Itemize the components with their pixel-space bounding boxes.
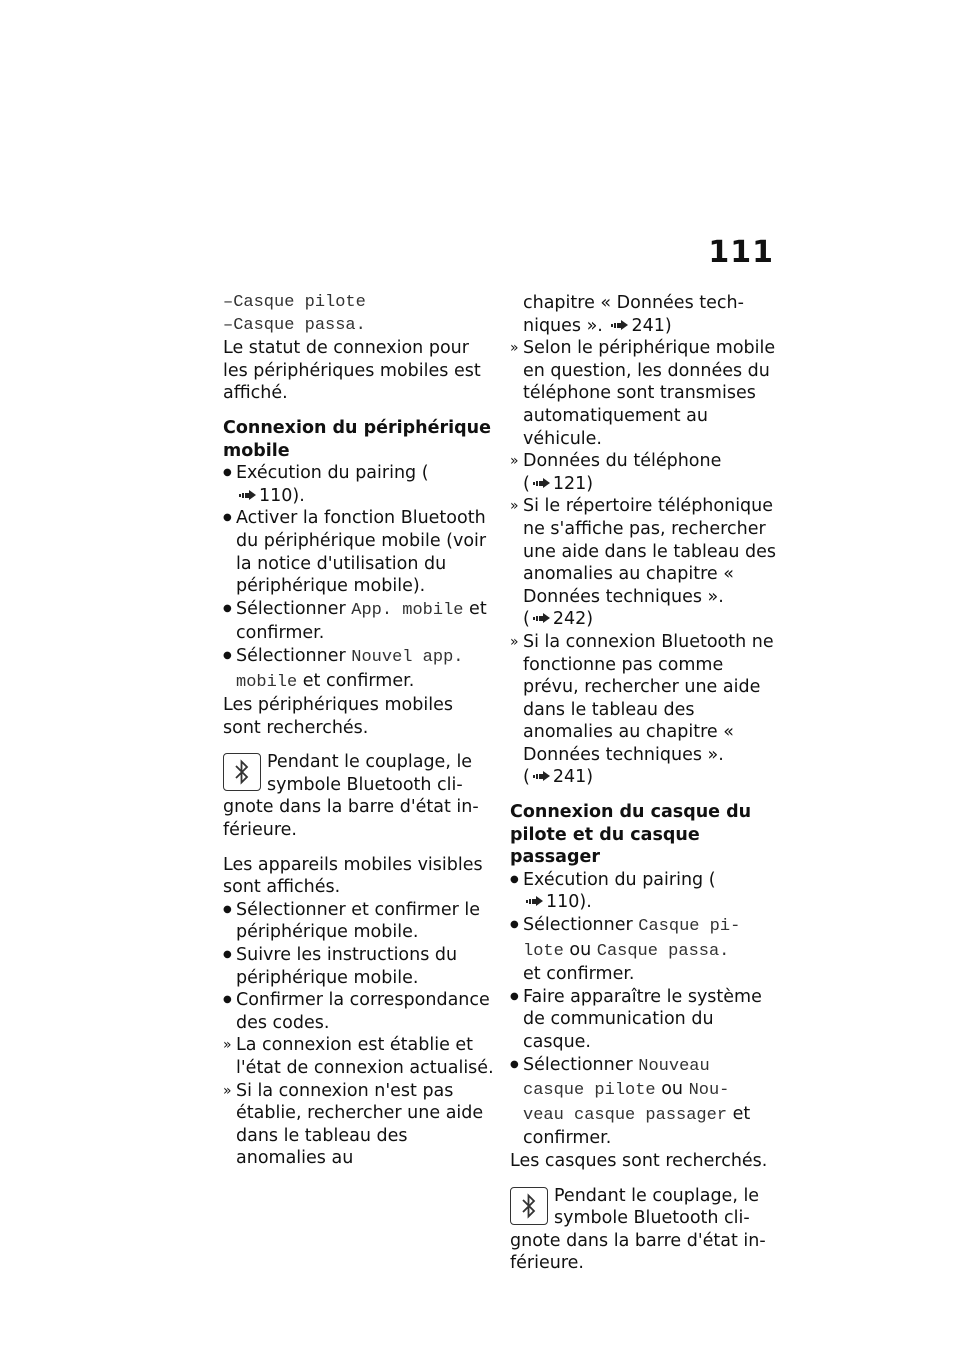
right-column: [510, 292, 782, 1275]
page-reference[interactable]: 242: [552, 609, 587, 630]
arrow-reference-icon: [239, 490, 256, 501]
step-follow-instructions: ● Suivre les instructions du périphérique mobile.: [223, 944, 495, 989]
result-directory: » Si le répertoire téléphonique ne s'affiche pas, rechercher une aide dans le tableau des anomalies au chapitre « Données techniques ». ( 242): [510, 496, 777, 630]
bluetooth-note: Pendant le couplage, le symbole Bluetooth cli- gnote dans la barre d'état in- férieure.: [510, 1185, 766, 1274]
step-confirm-codes: ● Confirmer la correspondance des codes.: [223, 989, 495, 1034]
step-select-nouveau-casque: ● Sélectionner Nouveau casque pilote ou Nou- veau casque passager et confirmer.: [510, 1054, 782, 1150]
menu-item-casque-pilote: –Casque pilote: [223, 293, 366, 312]
page-reference[interactable]: 110: [546, 892, 580, 913]
arrow-reference-icon: [526, 896, 543, 907]
page-reference[interactable]: 241: [552, 767, 587, 788]
bluetooth-note: Pendant le couplage, le symbole Bluetooth cli- gnote dans la barre d'état in- férieure.: [223, 752, 479, 841]
heading-connexion-peripherique: Connexion du périphérique mobile: [223, 417, 491, 461]
bluetooth-icon: [223, 753, 261, 791]
result-phone-data: » Selon le périphérique mobile en question, les données du téléphone sont transmises automatiquement au véhicule.: [510, 338, 776, 449]
status-text: Le statut de connexion pour les périphériques mobiles est affiché.: [223, 338, 481, 404]
result-phone-data-ref: » Données du téléphone ( 121): [510, 451, 722, 494]
searching-helmets-text: Les casques sont recherchés.: [510, 1150, 768, 1171]
result-bluetooth-fail: » Si la connexion Bluetooth ne fonctionne pas comme prévu, rechercher une aide dans le tableau des anomalies au chapitre « Données techniques ». ( 241): [510, 631, 774, 788]
step-activate-bluetooth: ● Activer la fonction Bluetooth du périphérique mobile (voir la notice d'utilisation du périphérique mobile).: [223, 507, 495, 597]
step-select-casque: ● Sélectionner Casque pi- lote ou Casque passa. et confirmer.: [510, 914, 782, 986]
arrow-reference-icon: [611, 320, 628, 331]
step-show-helmet-system: ● Faire apparaître le système de communication du casque.: [510, 986, 782, 1054]
arrow-reference-icon: [533, 771, 550, 782]
result-connected: » La connexion est établie et l'état de connexion actualisé.: [223, 1035, 494, 1078]
step-pairing-helmet: ● Exécution du pairing (110).: [510, 869, 782, 914]
arrow-reference-icon: [533, 478, 550, 489]
step-select-app-mobile: ● Sélectionner App. mobile et confirmer.: [223, 598, 495, 645]
continued-text: chapitre « Données tech- niques ». 241): [523, 293, 744, 336]
step-select-nouvel-app: ● Sélectionner Nouvel app. mobile et confirmer.: [223, 645, 495, 694]
left-column: [223, 292, 495, 1170]
step-pairing: ● Exécution du pairing (110).: [223, 462, 495, 507]
heading-connexion-casque: Connexion du casque du pilote et du casque passager: [510, 802, 752, 868]
arrow-reference-icon: [533, 613, 550, 624]
page-reference[interactable]: 110: [259, 485, 293, 506]
page-number: 111: [708, 235, 774, 270]
searching-text: Les périphériques mobiles sont recherchés.: [223, 695, 453, 738]
page-reference[interactable]: 241: [631, 315, 665, 336]
page-reference[interactable]: 121: [552, 473, 587, 494]
result-not-connected: » Si la connexion n'est pas établie, rechercher une aide dans le tableau des anomalies au: [223, 1080, 484, 1169]
bluetooth-icon: [510, 1187, 548, 1225]
step-select-device: ● Sélectionner et confirmer le périphérique mobile.: [223, 899, 495, 944]
visible-devices-text: Les appareils mobiles visibles sont affichés.: [223, 854, 483, 898]
menu-item-casque-passa: –Casque passa.: [223, 315, 366, 335]
